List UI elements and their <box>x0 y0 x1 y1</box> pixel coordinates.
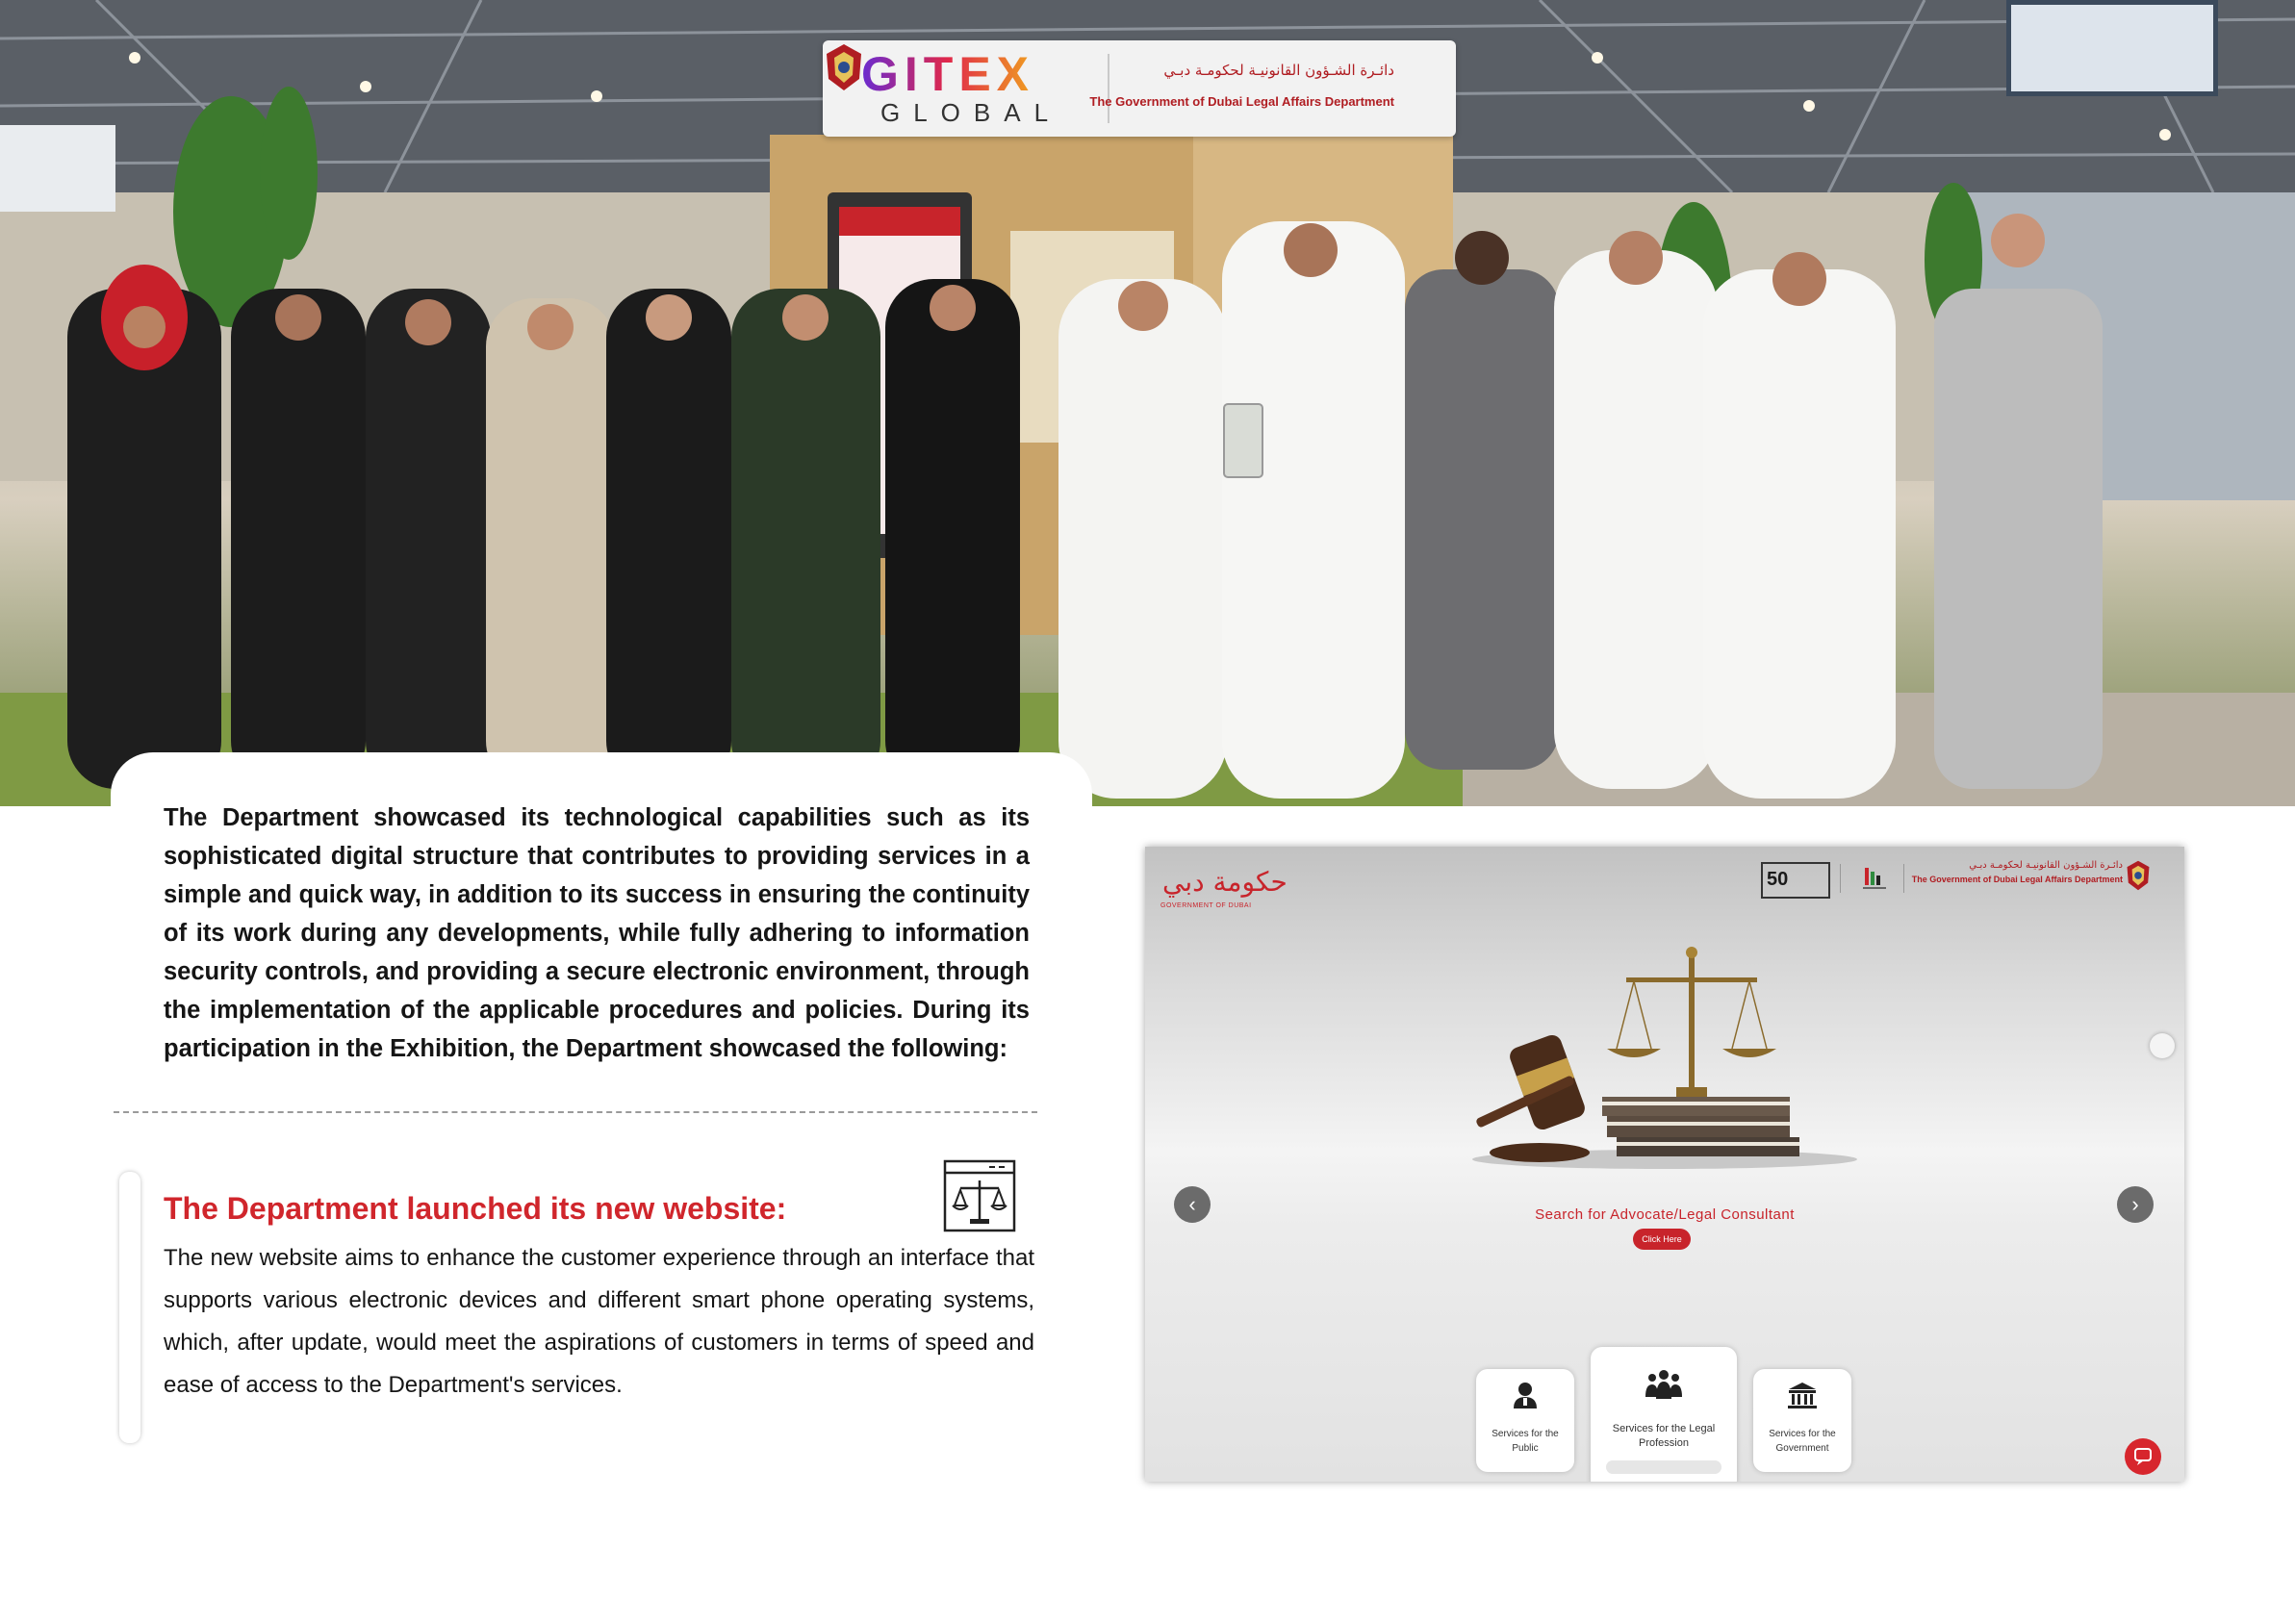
click-here-button[interactable]: Click Here <box>1633 1229 1691 1250</box>
group-people-icon <box>1645 1368 1683 1401</box>
gitex-logo-text: GITEX <box>861 47 1035 101</box>
sign-english-name: The Government of Dubai Legal Affairs Department <box>1089 94 1394 109</box>
dubai-government-logo-sub: GOVERNMENT OF DUBAI <box>1160 902 1252 909</box>
sign-arabic-name: دائـرة الشـؤون القانونيـة لحكومـة دبـي <box>1163 62 1394 79</box>
website-justice-icon <box>943 1159 1016 1232</box>
services-public-card[interactable] <box>1476 1369 1574 1472</box>
site-header-name <box>1912 860 2123 884</box>
dubai-government-logo: حكومة دبي <box>1162 866 1288 898</box>
gitex-sign <box>823 40 1456 137</box>
services-public-label: Services for the Public <box>1492 1429 1559 1454</box>
side-scroll-dot[interactable] <box>2150 1033 2175 1058</box>
section-body: The new website aims to enhance the customer experience through an interface that supports various electronic devices and different smart phone operating systems, which, after update, would meet the aspirations of customers in terms of speed and ease of access to the Department's services. <box>164 1245 1034 1398</box>
header-separator <box>1840 864 1841 893</box>
person-icon <box>1512 1381 1539 1409</box>
global-logo-text: GLOBAL <box>880 98 1062 127</box>
site-header-arabic: دائـرة الشـؤون القانونيـة لحكومـة دبـي <box>1969 860 2123 871</box>
sign-divider <box>1108 54 1109 123</box>
header-separator <box>1903 864 1904 893</box>
government-building-icon <box>1787 1381 1818 1409</box>
year-of-50-logo: 50 <box>1761 862 1830 899</box>
event-photo <box>0 0 2295 806</box>
search-advocate-link[interactable]: Search for Advocate/Legal Consultant <box>1535 1206 1795 1223</box>
justice-scales-illustration <box>1463 943 1867 1174</box>
chat-icon <box>2125 1438 2161 1475</box>
section-title: The Department launched its new website: <box>164 1191 787 1226</box>
services-government-card[interactable] <box>1753 1369 1851 1472</box>
dubai-emblem-icon <box>823 40 865 94</box>
services-legal-profession-card[interactable] <box>1591 1347 1737 1482</box>
carousel-prev-button[interactable]: ‹ <box>1174 1186 1211 1223</box>
services-legal-profession-label: Services for the Legal Profession <box>1612 1423 1716 1449</box>
services-government-label: Services for the Government <box>1769 1429 1836 1454</box>
card-pill-indicator <box>1606 1460 1721 1474</box>
uae-flag-logo-icon <box>1859 864 1892 893</box>
section-accent-bar <box>119 1172 140 1443</box>
website-screenshot <box>1145 847 2184 1482</box>
intro-paragraph: The Department showcased its technological capabilities such as its sophisticated digital structure that contributes to providing services in a simple and quick way, in addition to its success in ensuring the continuity of its work during any developments, while fully adhering to information security controls, and providing a secure electronic environment, through the implementation of the applicable procedures and policies. During its participation in the Exhibition, the Department showcased the following: <box>164 804 1030 1062</box>
chat-button[interactable] <box>2125 1438 2161 1475</box>
dashed-divider <box>114 1111 1037 1113</box>
site-header-english: The Government of Dubai Legal Affairs Department <box>1911 875 2123 884</box>
carousel-next-button[interactable]: › <box>2117 1186 2154 1223</box>
dubai-emblem-icon <box>2125 858 2152 893</box>
